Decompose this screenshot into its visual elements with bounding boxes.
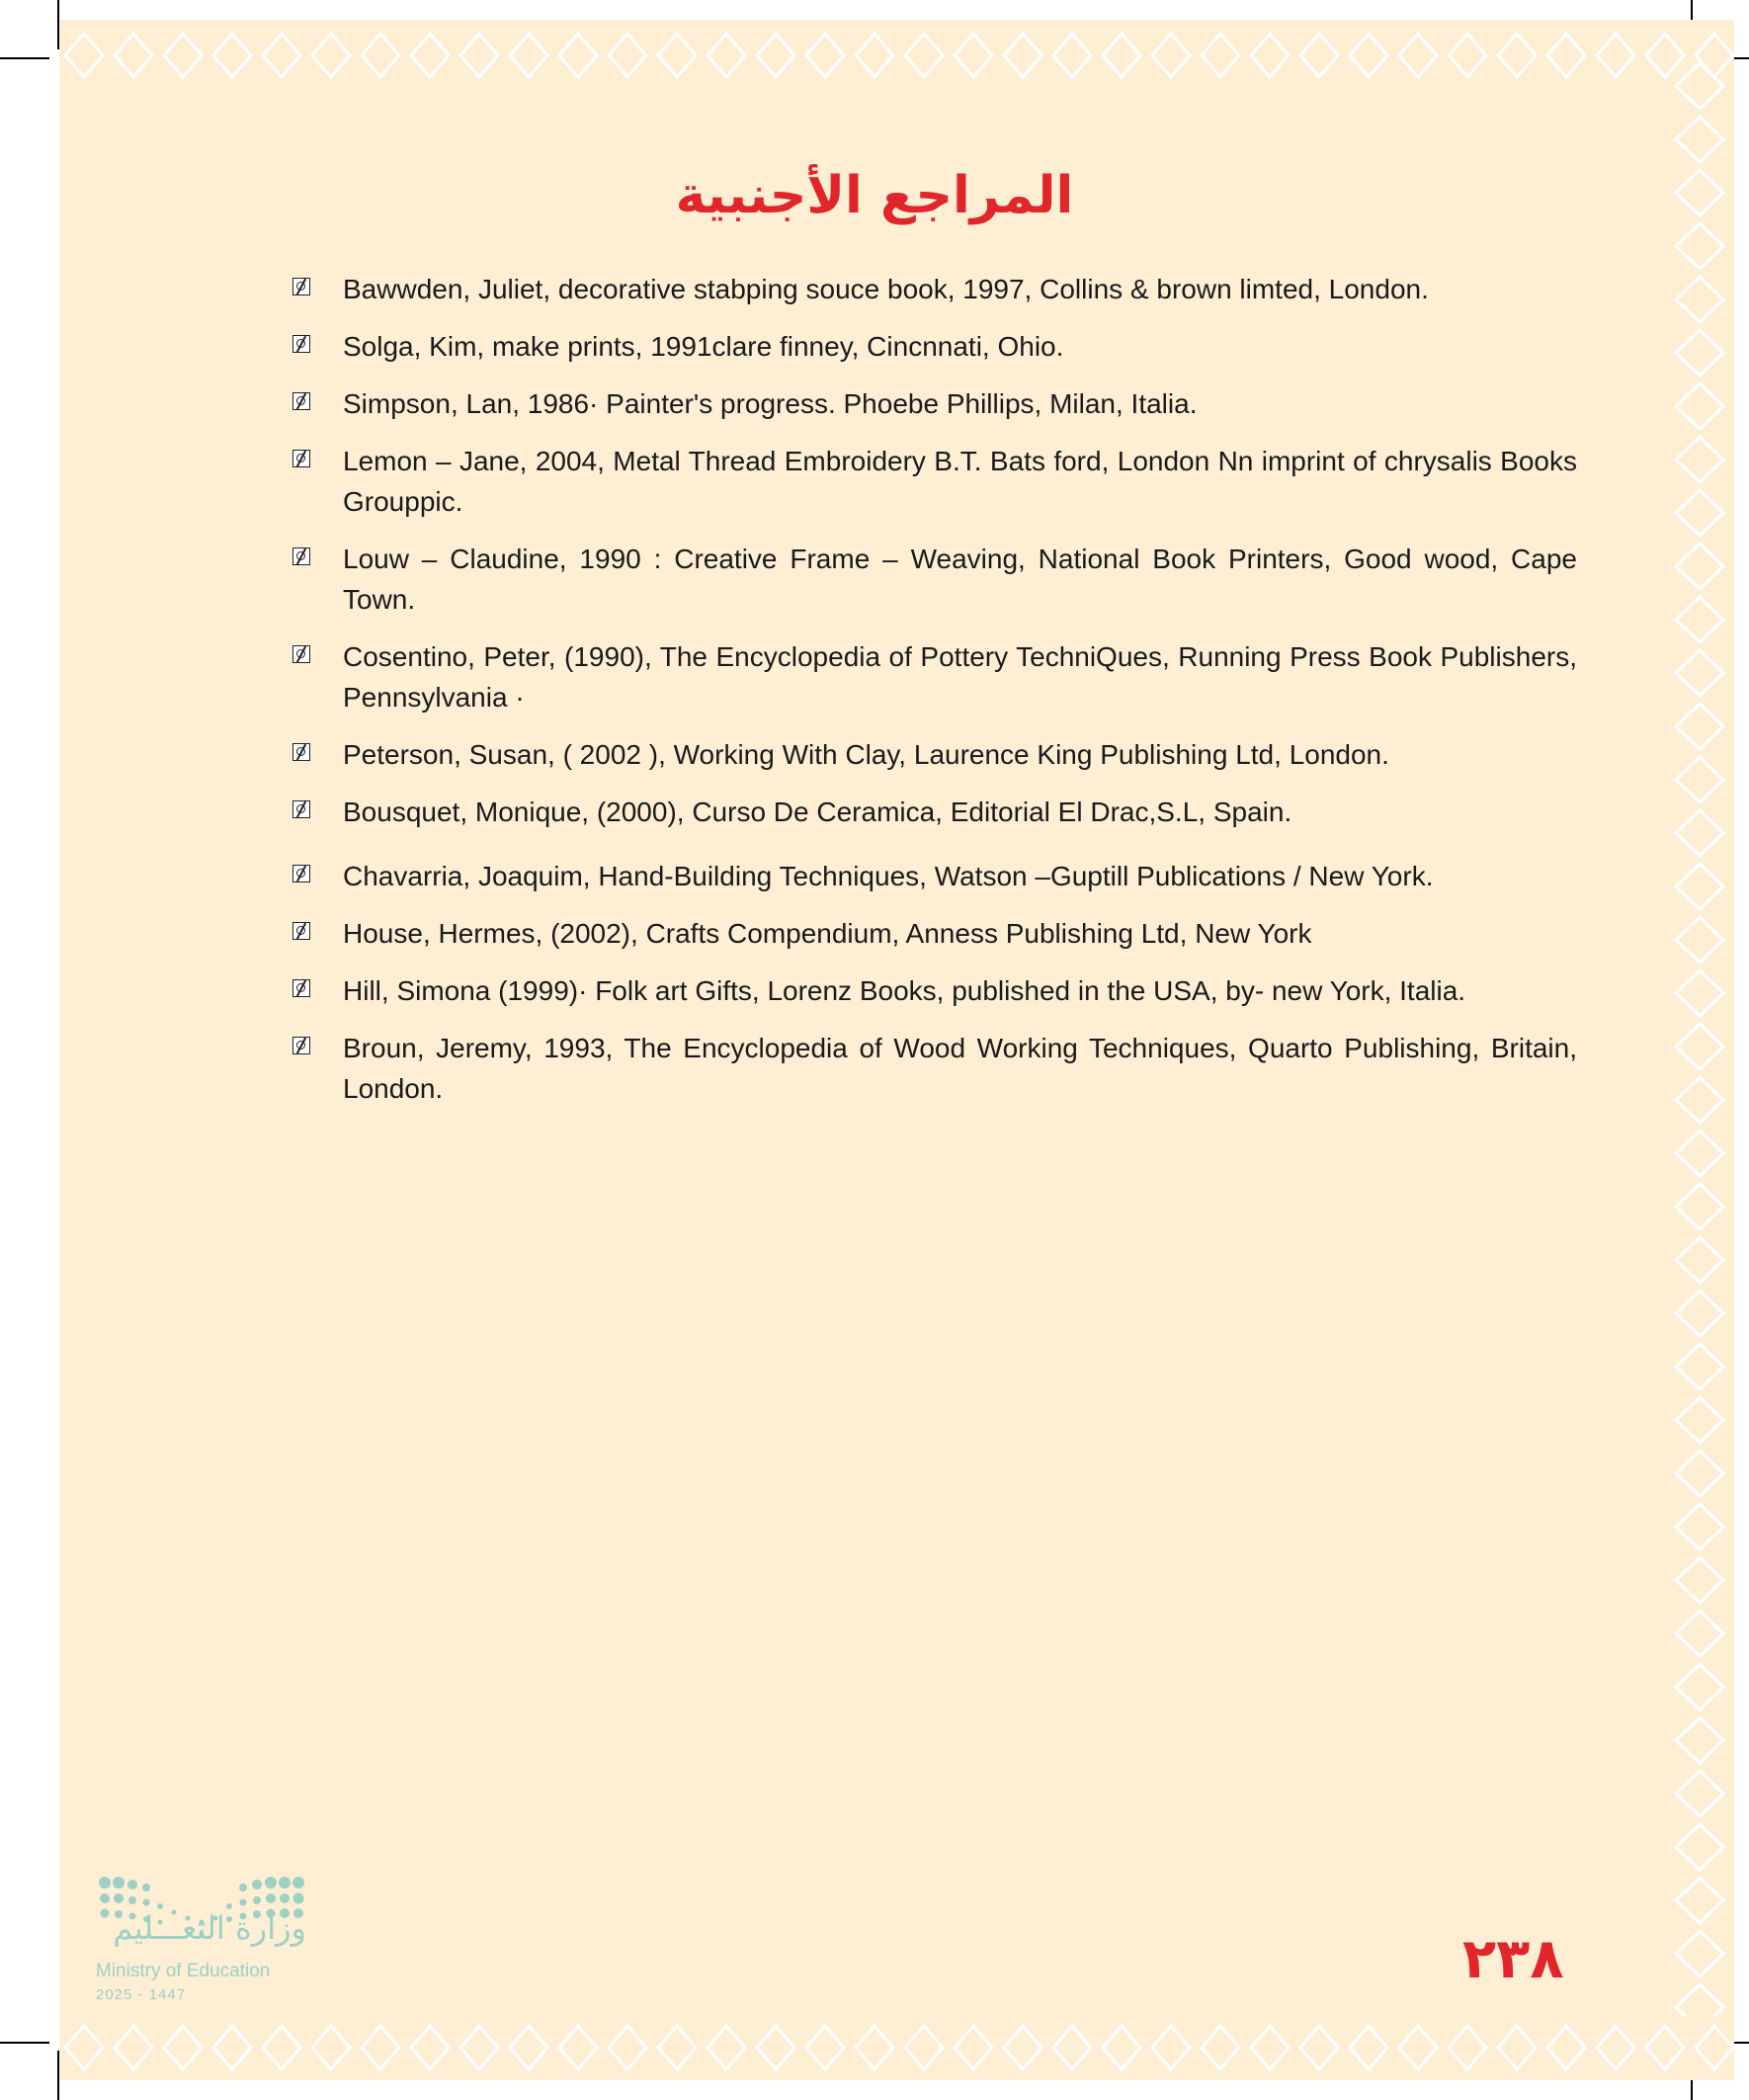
reference-text: Hill, Simona (1999)· Folk art Gifts, Lorenz Books, published in the USA, by- new York, Italia. — [343, 975, 1466, 1006]
reference-item — [292, 539, 1577, 620]
ministry-logo-year: 2025 - 1447 — [96, 1986, 187, 2003]
reference-text: Cosentino, Peter, (1990), The Encyclopedia of Pottery TechniQues, Running Press Book Publishers, Pennsylvania · — [343, 641, 1577, 713]
reference-item — [292, 734, 1577, 775]
reference-item — [292, 792, 1577, 832]
boxed-null-icon — [292, 450, 310, 467]
reference-item — [292, 856, 1577, 896]
reference-text: Simpson, Lan, 1986· Painter's progress. Phoebe Phillips, Milan, Italia. — [343, 388, 1198, 419]
reference-item — [292, 1028, 1577, 1109]
reference-item — [292, 636, 1577, 717]
boxed-null-icon — [292, 1037, 310, 1054]
reference-text: Bawwden, Juliet, decorative stabping souce book, 1997, Collins & brown limted, London. — [343, 274, 1429, 304]
ministry-logo-arabic: وزارة التعـــليم — [113, 1909, 306, 1947]
reference-item — [292, 441, 1577, 522]
page-number: ٢٣٨ — [1462, 1927, 1564, 1991]
boxed-null-icon — [292, 392, 310, 410]
boxed-null-icon — [292, 335, 310, 353]
boxed-null-icon — [292, 979, 310, 997]
reference-text: Lemon – Jane, 2004, Metal Thread Embroidery B.T. Bats ford, London Nn imprint of chrysalis Books Grouppic. — [343, 446, 1577, 517]
reference-text: Broun, Jeremy, 1993, The Encyclopedia of Wood Working Techniques, Quarto Publishing, Britain, London. — [343, 1033, 1577, 1104]
boxed-null-icon — [292, 645, 310, 663]
reference-item — [292, 970, 1577, 1011]
boxed-null-icon — [292, 865, 310, 882]
reference-text: Solga, Kim, make prints, 1991clare finney, Cincnnati, Ohio. — [343, 331, 1064, 362]
reference-text: Peterson, Susan, ( 2002 ), Working With Clay, Laurence King Publishing Ltd, London. — [343, 739, 1389, 770]
reference-text: Chavarria, Joaquim, Hand-Building Techniques, Watson –Guptill Publications / New York. — [343, 861, 1434, 891]
boxed-null-icon — [292, 547, 310, 565]
boxed-null-icon — [292, 800, 310, 818]
reference-item — [292, 269, 1577, 309]
boxed-null-icon — [292, 922, 310, 940]
page-title: المراجع الأجنبية — [675, 166, 1074, 225]
boxed-null-icon — [292, 278, 310, 295]
reference-text: Louw – Claudine, 1990 : Creative Frame – Weaving, National Book Printers, Good wood, Cape Town. — [343, 544, 1577, 615]
reference-item — [292, 913, 1577, 954]
reference-text: House, Hermes, (2002), Crafts Compendium, Anness Publishing Ltd, New York — [343, 918, 1312, 949]
ministry-logo-english: Ministry of Education — [96, 1961, 271, 1981]
boxed-null-icon — [292, 743, 310, 761]
references-list — [292, 269, 1577, 1126]
reference-item — [292, 326, 1577, 367]
reference-text: Bousquet, Monique, (2000), Curso De Ceramica, Editorial El Drac,S.L, Spain. — [343, 797, 1292, 827]
reference-item — [292, 383, 1577, 424]
